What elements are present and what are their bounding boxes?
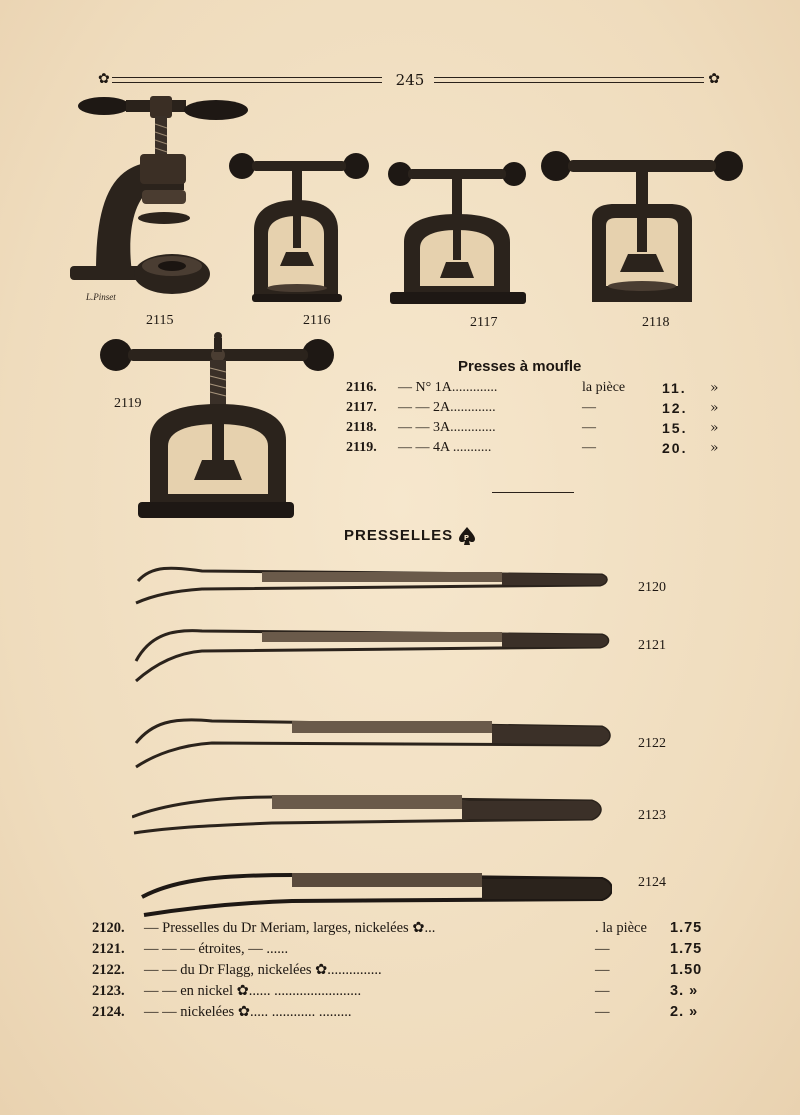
- item-unit: —: [582, 420, 596, 435]
- item-price: 1.75: [670, 920, 703, 936]
- item-price: 1.50: [670, 962, 703, 978]
- engraver-signature: L.Pinset: [86, 292, 116, 302]
- item-number: 2118.: [346, 420, 377, 435]
- item-number: 2123.: [92, 983, 125, 999]
- item-suffix: »: [710, 400, 719, 416]
- item-suffix: »: [710, 440, 719, 456]
- header-rule-right: [434, 77, 704, 83]
- item-price: 15.: [662, 420, 688, 436]
- item-price: 3. »: [670, 983, 699, 999]
- table-row: [92, 1002, 722, 1023]
- table-row: [92, 960, 722, 981]
- item-desc: — Presselles du Dr Meriam, larges, nickelées ✿...: [144, 920, 436, 936]
- item-desc: — — — étroites, — ......: [144, 941, 289, 957]
- tweezers-2124-icon: [142, 873, 611, 915]
- tweezers-2122-icon: [136, 720, 609, 767]
- item-desc: — — en nickel ✿...... ........................: [144, 983, 362, 999]
- item-desc: — — 3A.............: [398, 420, 496, 435]
- item-desc: — — 2A.............: [398, 400, 496, 415]
- divider: [492, 492, 574, 493]
- figure-press-2117: [386, 156, 532, 308]
- item-number: 2122.: [92, 962, 125, 978]
- ornament-right-icon: ✿: [708, 71, 720, 87]
- figure-press-2118: [540, 150, 746, 310]
- fig-label-2120: 2120: [638, 580, 666, 595]
- item-unit: —: [582, 400, 596, 415]
- table-row: [346, 378, 726, 398]
- item-desc: — — du Dr Flagg, nickelées ✿...............: [144, 962, 382, 978]
- item-number: 2120.: [92, 920, 125, 936]
- figure-press-2119: [98, 330, 338, 522]
- tweezers-2120-icon: [136, 568, 606, 603]
- table-row: [346, 398, 726, 418]
- item-suffix: »: [710, 380, 719, 396]
- fig-label-2123: 2123: [638, 808, 666, 823]
- item-unit: —: [595, 983, 610, 999]
- item-number: 2121.: [92, 941, 125, 957]
- item-number: 2116.: [346, 380, 377, 395]
- ornament-left-icon: ✿: [98, 71, 110, 87]
- item-desc: — — nickelées ✿..... ............ .........: [144, 1004, 352, 1020]
- item-desc: — — 4A ...........: [398, 440, 492, 455]
- fig-label-2117: 2117: [470, 315, 498, 330]
- item-number: 2124.: [92, 1004, 125, 1020]
- header-rule-left: [112, 77, 382, 83]
- fig-label-2119: 2119: [114, 396, 142, 411]
- svg-text:P: P: [464, 534, 471, 542]
- presses-title: Presses à moufle: [458, 358, 582, 375]
- fig-label-2115: 2115: [146, 313, 174, 328]
- presses-price-table: [346, 378, 726, 458]
- item-number: 2119.: [346, 440, 377, 455]
- item-desc: — N° 1A.............: [398, 380, 498, 395]
- item-unit: —: [582, 440, 596, 455]
- item-suffix: »: [710, 420, 719, 436]
- item-unit: —: [595, 1004, 610, 1020]
- presselles-title-text: PRESSELLES: [344, 526, 454, 544]
- item-unit: —: [595, 962, 610, 978]
- item-price: 11.: [662, 380, 687, 396]
- table-row: [346, 438, 726, 458]
- tweezers-2123-icon: [132, 795, 600, 833]
- tweezers-2121-icon: [136, 631, 608, 681]
- item-price: 20.: [662, 440, 688, 456]
- page-number: 245: [395, 71, 425, 89]
- presselles-price-table: [92, 918, 722, 1023]
- item-price: 2. »: [670, 1004, 699, 1020]
- fig-label-2116: 2116: [303, 313, 331, 328]
- item-unit: la pièce: [582, 380, 626, 395]
- page-header: [98, 70, 720, 90]
- table-row: [92, 939, 722, 960]
- fig-label-2118: 2118: [642, 315, 670, 330]
- item-price: 1.75: [670, 941, 703, 957]
- table-row: [92, 918, 722, 939]
- fig-label-2124: 2124: [638, 875, 666, 890]
- spade-logo-icon: [458, 526, 476, 546]
- presselles-title: [344, 526, 476, 546]
- fig-label-2122: 2122: [638, 736, 666, 751]
- figure-press-2116: [228, 148, 373, 306]
- table-row: [92, 981, 722, 1002]
- item-unit: —: [595, 941, 610, 957]
- item-price: 12.: [662, 400, 688, 416]
- item-number: 2117.: [346, 400, 377, 415]
- item-unit: . la pièce: [595, 920, 647, 936]
- fig-label-2121: 2121: [638, 638, 666, 653]
- table-row: [346, 418, 726, 438]
- tweezers-illustrations: [132, 555, 612, 917]
